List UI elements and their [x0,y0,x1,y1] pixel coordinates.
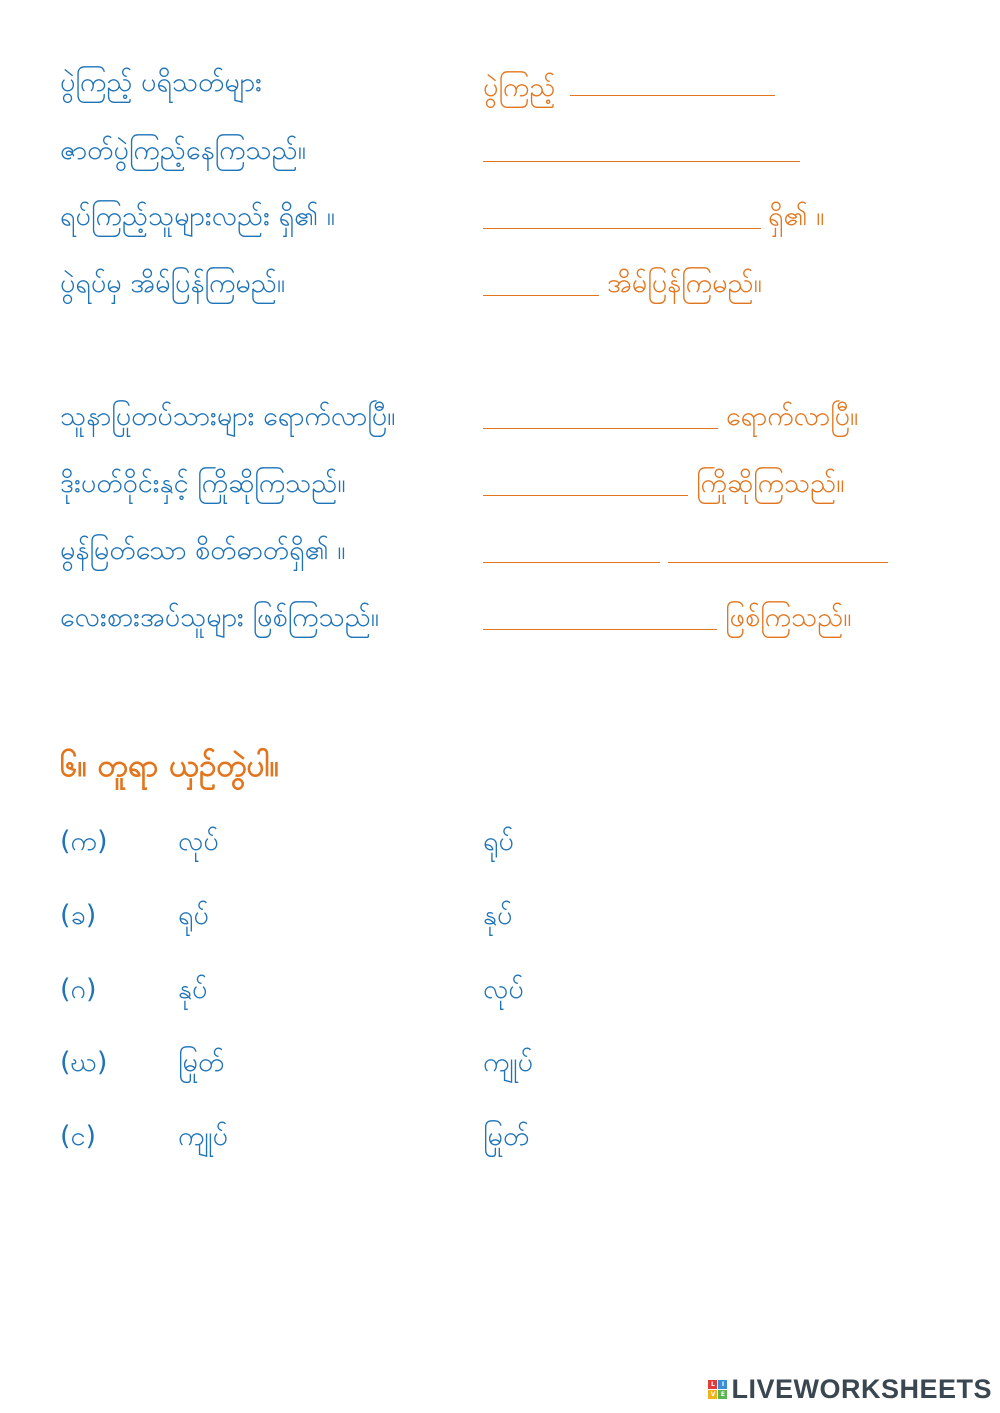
logo-letter-i: I [718,1380,727,1389]
match-label: (က) [60,826,108,857]
s1-row1-prefix: ပွဲကြည့် [483,72,556,103]
s1-row4-suffix: အိမ်ပြန်ကြမည်။ [607,268,762,299]
match-right-item[interactable]: နုပ် [483,900,513,931]
s2-row4-suffix: ဖြစ်ကြသည်။ [725,602,852,633]
match-label: (ခ) [60,900,97,931]
s2-row2-answer-blank[interactable] [483,456,688,496]
s2-row1-suffix: ရောက်လာပြီ။ [726,401,859,432]
s2-row4-answer-blank[interactable] [483,590,717,630]
match-left-item[interactable]: လုပ် [178,826,219,857]
liveworksheets-footer [708,1371,992,1407]
match-label: (ဃ) [60,1047,108,1078]
logo-letter-l: L [708,1380,717,1389]
s1-row4-text: ပွဲရပ်မှ အိမ်ပြန်ကြမည်။ [60,268,286,299]
section-3-heading: ၆။ တူရာ ယှဉ်တွဲပါ။ [60,748,280,784]
match-label: (ဂ) [60,974,97,1005]
liveworksheets-logo-icon [708,1380,727,1399]
match-right-item[interactable]: ကျုပ် [483,1047,533,1078]
s2-row4-text: လေးစားအပ်သူများ ဖြစ်ကြသည်။ [60,602,379,633]
s2-row1-text: သူနာပြုတပ်သားများ ရောက်လာပြီ။ [60,401,396,432]
match-right-item[interactable]: ရုပ် [483,826,514,857]
match-label: (င) [60,1121,97,1152]
s2-row3-answer-blank-2[interactable] [668,523,888,563]
s1-row1-answer-blank[interactable] [570,56,775,96]
s2-row1-answer-blank[interactable] [483,389,718,429]
s1-row2-answer-blank[interactable] [483,122,800,162]
match-right-item[interactable]: လုပ် [483,974,524,1005]
match-left-item[interactable]: မြုတ် [178,1047,225,1078]
s1-row2-text: ဇာတ်ပွဲကြည့်နေကြသည်။ [60,135,306,166]
s1-row3-text: ရပ်ကြည့်သူများလည်း ရှိ၏ ။ [60,201,335,232]
s2-row3-text: မွန်မြတ်သော စိတ်ဓာတ်ရှိ၏ ။ [60,535,346,566]
s1-row3-answer-blank[interactable] [483,189,761,229]
match-left-item[interactable]: ရုပ် [178,900,209,931]
match-left-item[interactable]: နုပ် [178,974,208,1005]
s2-row2-text: ဒိုးပတ်ဝိုင်းနှင့် ကြိုဆိုကြသည်။ [60,468,346,499]
s1-row4-answer-blank[interactable] [483,256,599,296]
s2-row3-answer-blank-1[interactable] [483,523,660,563]
liveworksheets-brand: LIVEWORKSHEETS [731,1373,992,1404]
s1-row3-suffix: ရှိ၏ ။ [768,201,825,232]
match-left-item[interactable]: ကျုပ် [178,1121,228,1152]
logo-letter-v: V [708,1390,717,1399]
logo-letter-e: E [718,1390,727,1399]
s1-row1-text: ပွဲကြည့် ပရိသတ်များ [60,67,262,98]
match-right-item[interactable]: မြုတ် [483,1121,530,1152]
s2-row2-suffix: ကြိုဆိုကြသည်။ [696,468,845,499]
